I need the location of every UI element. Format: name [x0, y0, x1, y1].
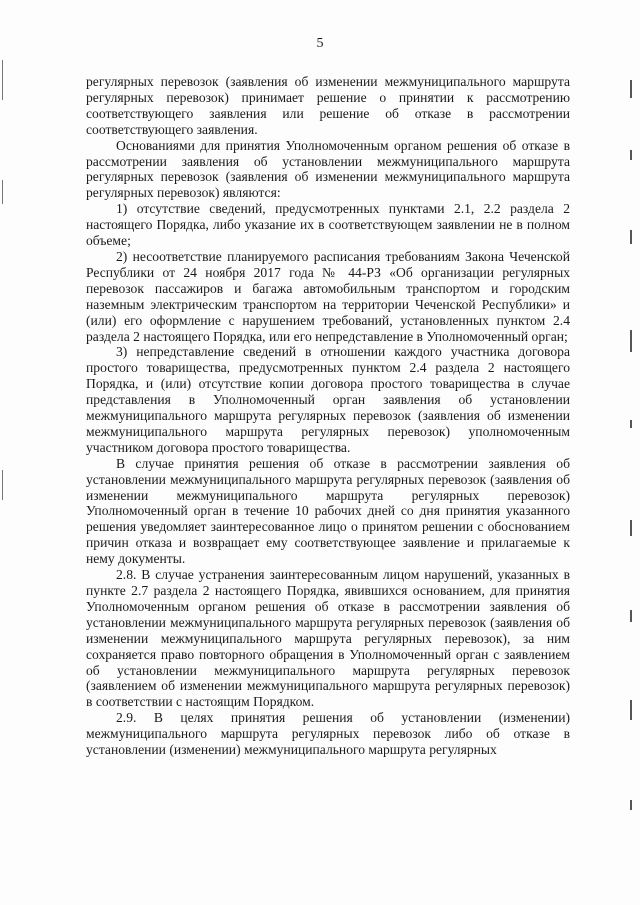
page-number: 5 — [316, 36, 324, 51]
paragraph-8: 2.9. В целях принятия решения об установлении (изменении) межмуниципального маршрута регулярных перевозок либо об отказе в установлении (изменении) межмуниципального маршрута регулярных — [86, 710, 570, 758]
scan-edge-left — [2, 0, 5, 905]
paragraph-7: 2.8. В случае устранения заинтересованным лицом нарушений, указанных в пункте 2.7 раздела 2 настоящего Порядка, явившихся основанием, для принятия Уполномоченным органом решения об отказе в рассмотрении заявления об установлении межмуниципального маршрута регулярных перевозок (заявления об изменении межмуниципального маршрута регулярных перевозок), за ним сохраняется право повторного обращения в Уполномоченный орган с заявлением об установлении межмуниципального маршрута регулярных перевозок (заявлением об изменении межмуниципального маршрута регулярных перевозок) в соответствии с настоящим Порядком. — [86, 567, 570, 710]
paragraph-6: В случае принятия решения об отказе в рассмотрении заявления об установлении межмуниципального маршрута регулярных перевозок (заявления об изменении межмуниципального маршрута регулярных перевозок) Уполномоченный орган в течение 10 рабочих дней со дня принятия указанного решения уведомляет заинтересованное лицо о принятом решении с обоснованием причин отказа и возвращает ему соответствующее заявление и прилагаемые к нему документы. — [86, 455, 570, 567]
paragraph-4: 2) несоответствие планируемого расписания требованиям Закона Чеченской Республики от 24 ноября 2017 года № 44-РЗ «Об организации регулярных перевозок пассажиров и багажа автомобильным транспортом и городским наземным электрическим транспортом на территории Чеченской Республики» и (или) его оформление с нарушением требований, установленных пунктом 2.4 раздела 2 настоящего Порядка, или его непредставление в Уполномоченный орган; — [86, 248, 570, 344]
paragraph-1: регулярных перевозок (заявления об изменении межмуниципального маршрута регулярных перевозок) принимает решение о принятии к рассмотрению соответствующего заявления или решение об отказе в рассмотрении соответствующего заявления. — [86, 74, 570, 137]
document-body — [86, 74, 570, 758]
paragraph-5: 3) непредставление сведений в отношении каждого участника договора простого товарищества, предусмотренных пунктом 2.4 раздела 2 настоящего Порядка, и (или) отсутствие копии договора простого товарищества в случае представления в Уполномоченный орган заявления об установлении межмуниципального маршрута регулярных перевозок (заявления об изменении межмуниципального маршрута регулярных перевозок) уполномоченным участником договора простого товарищества. — [86, 344, 570, 455]
paragraph-2: Основаниями для принятия Уполномоченным органом решения об отказе в рассмотрении заявления об установлении межмуниципального маршрута регулярных перевозок (заявления об изменении межмуниципального маршрута регулярных перевозок) являются: — [86, 137, 570, 201]
paragraph-3: 1) отсутствие сведений, предусмотренных пунктами 2.1, 2.2 раздела 2 настоящего Порядка, либо указание их в соответствующем заявлении не в полном объеме; — [86, 201, 570, 249]
scan-edge-right — [630, 0, 634, 905]
